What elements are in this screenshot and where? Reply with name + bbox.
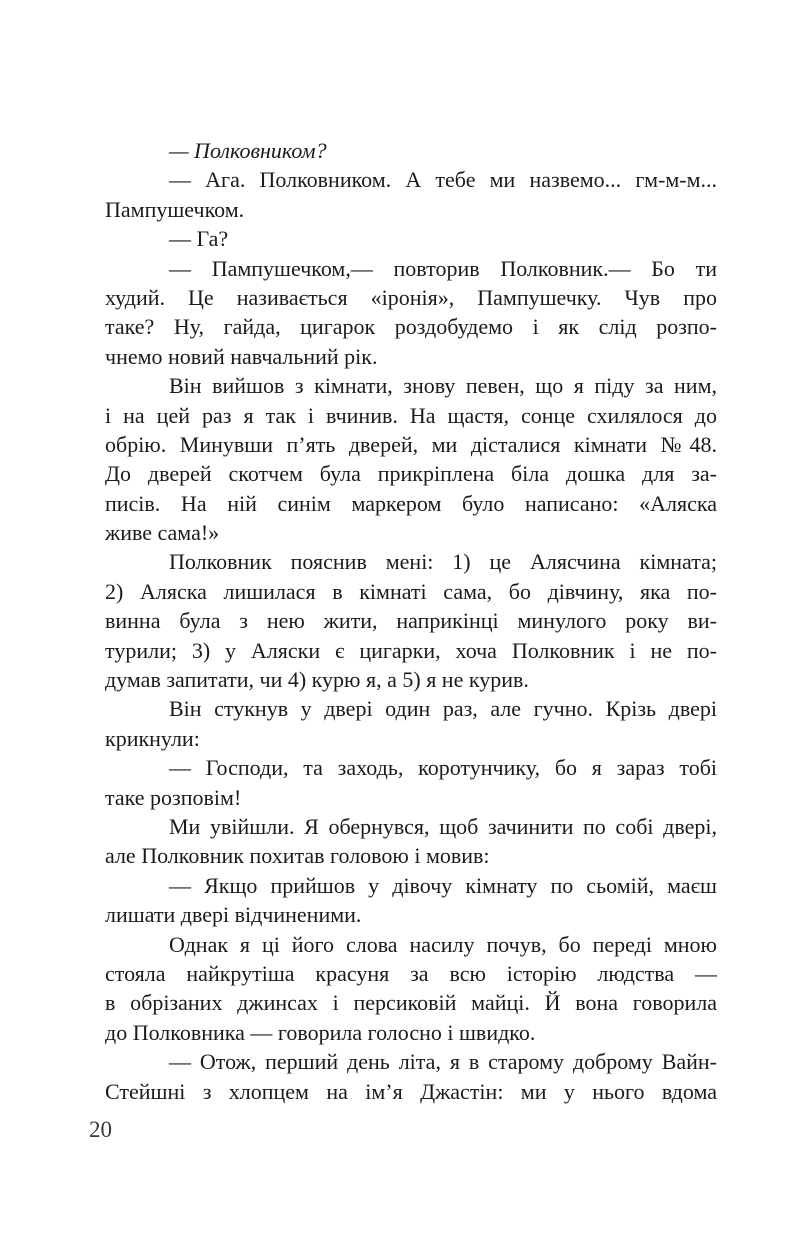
text-line: Однак я ці його слова насилу почув, бо переді мною	[169, 931, 717, 957]
text-line: — Полковником?	[169, 138, 327, 163]
text-line: лишати двері відчиненими.	[105, 902, 362, 928]
text-line: крикнули:	[105, 725, 200, 751]
paragraph	[105, 547, 717, 694]
text-line: худий. Це називається «іронія», Пампушечку. Чув про	[105, 284, 717, 310]
page-text	[105, 136, 717, 1106]
text-line: 2) Аляска лишилася в кімнаті сама, бо дівчину, яка по-	[105, 578, 717, 604]
paragraph	[105, 371, 717, 547]
text-line: Полковник пояснив мені: 1) це Алясчина кімната;	[169, 549, 717, 575]
paragraph	[105, 165, 717, 224]
text-line: таке? Ну, гайда, цигарок роздобудемо і як слід розпо-	[105, 314, 717, 340]
text-line: — Пампушечком,— повторив Полковник.— Бо ти	[169, 255, 717, 281]
paragraph	[105, 1047, 717, 1106]
text-line: турили; 3) у Аляски є цигарки, хоча Полковник і не по-	[105, 637, 717, 663]
text-line: стояла найкрутіша красуня за всю історію людства —	[105, 960, 717, 986]
text-line: Він стукнув у двері один раз, але гучно. Крізь двері	[169, 696, 717, 722]
text-line: До дверей скотчем була прикріплена біла дошка для за-	[105, 461, 717, 487]
paragraph	[105, 136, 717, 165]
page-number: 20	[89, 1117, 112, 1142]
paragraph	[105, 871, 717, 930]
text-line: — Га?	[169, 226, 229, 252]
text-line: думав запитати, чи 4) курю я, а 5) я не курив.	[105, 667, 529, 693]
text-line: винна була з нею жити, наприкінці минулого року ви-	[105, 608, 717, 634]
text-line: живе сама!»	[105, 520, 220, 546]
text-line: — Отож, перший день літа, я в старому доброму Вайн-	[169, 1049, 717, 1075]
text-line: чнемо новий навчальний рік.	[105, 343, 378, 369]
text-line: і на цей раз я так і вчинив. На щастя, сонце схилялося до	[105, 402, 717, 428]
paragraph	[105, 930, 717, 1048]
paragraph	[105, 694, 717, 753]
paragraph	[105, 224, 717, 253]
text-line: Він вийшов з кімнати, знову певен, що я піду за ним,	[169, 373, 717, 399]
text-line: таке розповім!	[105, 784, 242, 810]
text-line: — Господи, та заходь, коротунчику, бо я зараз тобі	[169, 755, 717, 781]
text-line: але Полковник похитав головою і мовив:	[105, 843, 490, 869]
text-line: обрію. Минувши п’ять дверей, ми дісталися кімнати №48.	[105, 431, 717, 457]
text-line: до Полковника — говорила голосно і швидко.	[105, 1019, 536, 1045]
text-line: писів. На ній синім маркером було написано: «Аляска	[105, 490, 717, 516]
paragraph	[105, 812, 717, 871]
text-line: Пампушечком.	[105, 196, 245, 222]
text-line: Стейшні з хлопцем на ім’я Джастін: ми у нього вдома	[105, 1078, 717, 1104]
paragraph	[105, 753, 717, 812]
text-line: в обрізаних джинсах і персиковій майці. Й вона говорила	[105, 990, 717, 1016]
text-line: — Ага. Полковником. А тебе ми назвемо... гм-м-м...	[169, 167, 717, 193]
text-line: — Якщо прийшов у дівочу кімнату по сьомій, маєш	[169, 872, 717, 898]
text-line: Ми увійшли. Я обернувся, щоб зачинити по собі двері,	[169, 813, 717, 839]
paragraph	[105, 254, 717, 372]
